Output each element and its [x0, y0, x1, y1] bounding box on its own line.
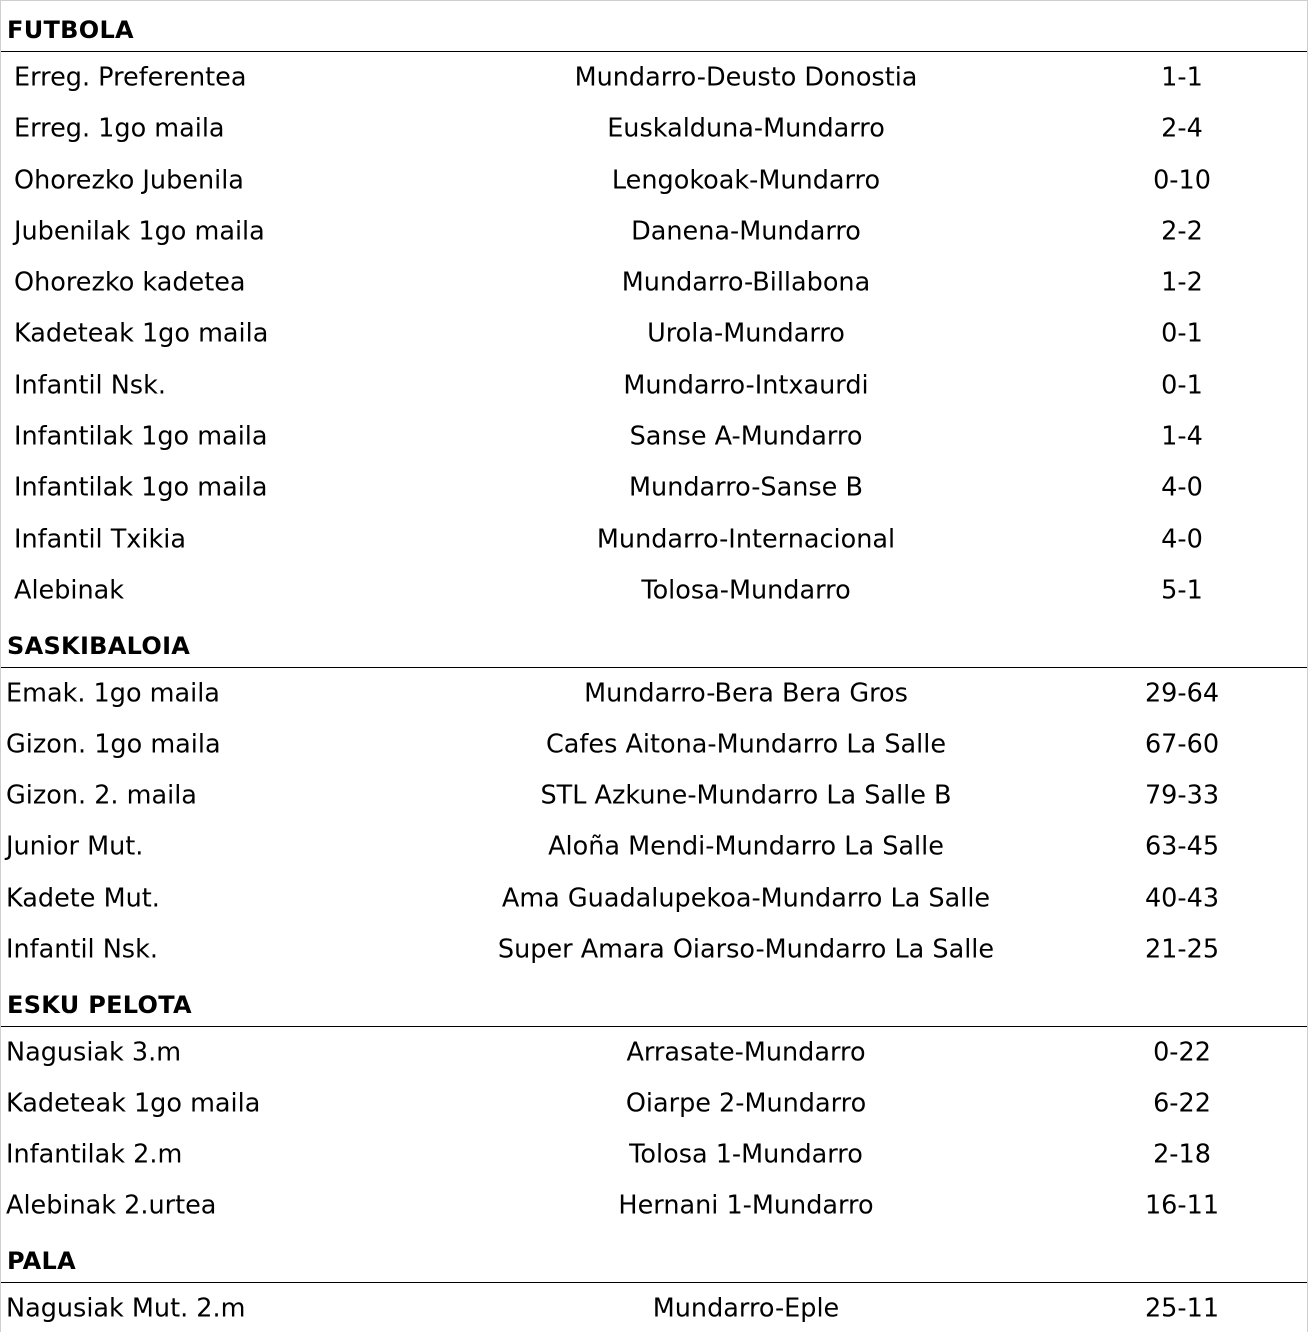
section-title: ESKU PELOTA: [7, 990, 192, 1019]
section-header: [1, 1, 1307, 52]
match-cell: Mundarro-Deusto Donostia: [574, 62, 918, 93]
result-row: [1, 206, 1307, 257]
match-cell: Sanse A-Mundarro: [629, 421, 863, 452]
score-cell: 0-10: [1153, 164, 1211, 195]
result-row: [1, 1130, 1307, 1181]
score-cell: 79-33: [1144, 780, 1220, 811]
section-title: PALA: [7, 1247, 77, 1276]
category-cell: Kadete Mut.: [6, 882, 160, 913]
score-cell: 21-25: [1144, 934, 1220, 965]
category-cell: Alebinak 2.urtea: [6, 1190, 217, 1221]
section-title: SASKIBALOIA: [7, 631, 191, 660]
section-saskibaloia: [1, 617, 1307, 976]
score-cell: 25-11: [1144, 1293, 1220, 1324]
match-cell: Mundarro-Internacional: [596, 523, 896, 554]
result-row: [1, 104, 1307, 155]
score-cell: 1-1: [1161, 62, 1203, 93]
match-cell: Euskalduna-Mundarro: [607, 113, 885, 144]
result-row: [1, 1181, 1307, 1232]
score-cell: 40-43: [1144, 882, 1220, 913]
match-cell: Mundarro-Billabona: [621, 267, 871, 298]
category-cell: Erreg. 1go maila: [14, 113, 225, 144]
category-cell: Erreg. Preferentea: [14, 62, 247, 93]
match-cell: Urola-Mundarro: [647, 318, 845, 349]
section-futbola: [1, 1, 1307, 617]
match-cell: Super Amara Oiarso-Mundarro La Salle: [497, 934, 995, 965]
match-cell: Arrasate-Mundarro: [626, 1036, 866, 1067]
match-cell: Lengokoak-Mundarro: [611, 164, 881, 195]
category-cell: Nagusiak Mut. 2.m: [6, 1293, 246, 1324]
category-cell: Infantil Nsk.: [6, 934, 158, 965]
score-cell: 4-0: [1161, 523, 1203, 554]
result-row: [1, 463, 1307, 514]
section-header: [1, 1232, 1307, 1283]
category-cell: Infantil Nsk.: [14, 369, 166, 400]
section-esku-pelota: [1, 976, 1307, 1232]
result-row: [1, 924, 1307, 975]
score-cell: 5-1: [1161, 575, 1203, 606]
match-cell: Mundarro-Intxaurdi: [623, 369, 869, 400]
result-row: [1, 360, 1307, 411]
result-row: [1, 1283, 1307, 1334]
section-header: [1, 976, 1307, 1027]
score-cell: 67-60: [1144, 729, 1220, 760]
result-row: [1, 668, 1307, 719]
section-pala: [1, 1232, 1307, 1335]
match-cell: Cafes Aitona-Mundarro La Salle: [545, 729, 947, 760]
match-cell: Tolosa-Mundarro: [641, 575, 851, 606]
score-cell: 16-11: [1144, 1190, 1220, 1221]
category-cell: Gizon. 2. maila: [6, 780, 197, 811]
score-cell: 2-4: [1161, 113, 1203, 144]
score-cell: 63-45: [1144, 831, 1220, 862]
category-cell: Kadeteak 1go maila: [6, 1088, 261, 1119]
result-row: [1, 411, 1307, 462]
match-cell: Hernani 1-Mundarro: [618, 1190, 874, 1221]
category-cell: Ohorezko Jubenila: [14, 164, 244, 195]
category-cell: Ohorezko kadetea: [14, 267, 246, 298]
section-header: [1, 617, 1307, 668]
match-cell: Mundarro-Bera Bera Gros: [584, 677, 908, 708]
match-cell: Oiarpe 2-Mundarro: [625, 1088, 867, 1119]
category-cell: Infantilak 1go maila: [14, 472, 268, 503]
category-cell: Nagusiak 3.m: [6, 1036, 182, 1067]
section-title: FUTBOLA: [7, 16, 134, 45]
result-row: [1, 309, 1307, 360]
result-row: [1, 873, 1307, 924]
result-row: [1, 52, 1307, 103]
result-row: [1, 514, 1307, 565]
match-cell: Mundarro-Eple: [652, 1293, 840, 1324]
result-row: [1, 719, 1307, 770]
result-row: [1, 1078, 1307, 1129]
result-row: [1, 257, 1307, 308]
score-cell: 2-2: [1161, 216, 1203, 247]
category-cell: Jubenilak 1go maila: [14, 216, 265, 247]
category-cell: Infantilak 2.m: [6, 1139, 183, 1170]
category-cell: Infantil Txikia: [14, 523, 186, 554]
match-cell: Mundarro-Sanse B: [629, 472, 863, 503]
score-cell: 1-2: [1161, 267, 1203, 298]
result-row: [1, 1027, 1307, 1078]
score-cell: 6-22: [1153, 1088, 1211, 1119]
match-cell: Danena-Mundarro: [631, 216, 861, 247]
category-cell: Infantilak 1go maila: [14, 421, 268, 452]
result-row: [1, 822, 1307, 873]
result-row: [1, 565, 1307, 616]
result-row: [1, 770, 1307, 821]
score-cell: 0-22: [1153, 1036, 1211, 1067]
match-cell: Aloña Mendi-Mundarro La Salle: [548, 831, 944, 862]
score-cell: 4-0: [1161, 472, 1203, 503]
category-cell: Emak. 1go maila: [6, 677, 220, 708]
score-cell: 1-4: [1161, 421, 1203, 452]
match-cell: Ama Guadalupekoa-Mundarro La Salle: [501, 882, 991, 913]
category-cell: Junior Mut.: [6, 831, 144, 862]
score-cell: 2-18: [1153, 1139, 1211, 1170]
category-cell: Kadeteak 1go maila: [14, 318, 269, 349]
score-cell: 0-1: [1161, 318, 1203, 349]
score-cell: 0-1: [1161, 369, 1203, 400]
score-cell: 29-64: [1144, 677, 1220, 708]
result-row: [1, 155, 1307, 206]
match-cell: STL Azkune-Mundarro La Salle B: [540, 780, 952, 811]
category-cell: Gizon. 1go maila: [6, 729, 221, 760]
match-cell: Tolosa 1-Mundarro: [629, 1139, 863, 1170]
category-cell: Alebinak: [14, 575, 125, 606]
